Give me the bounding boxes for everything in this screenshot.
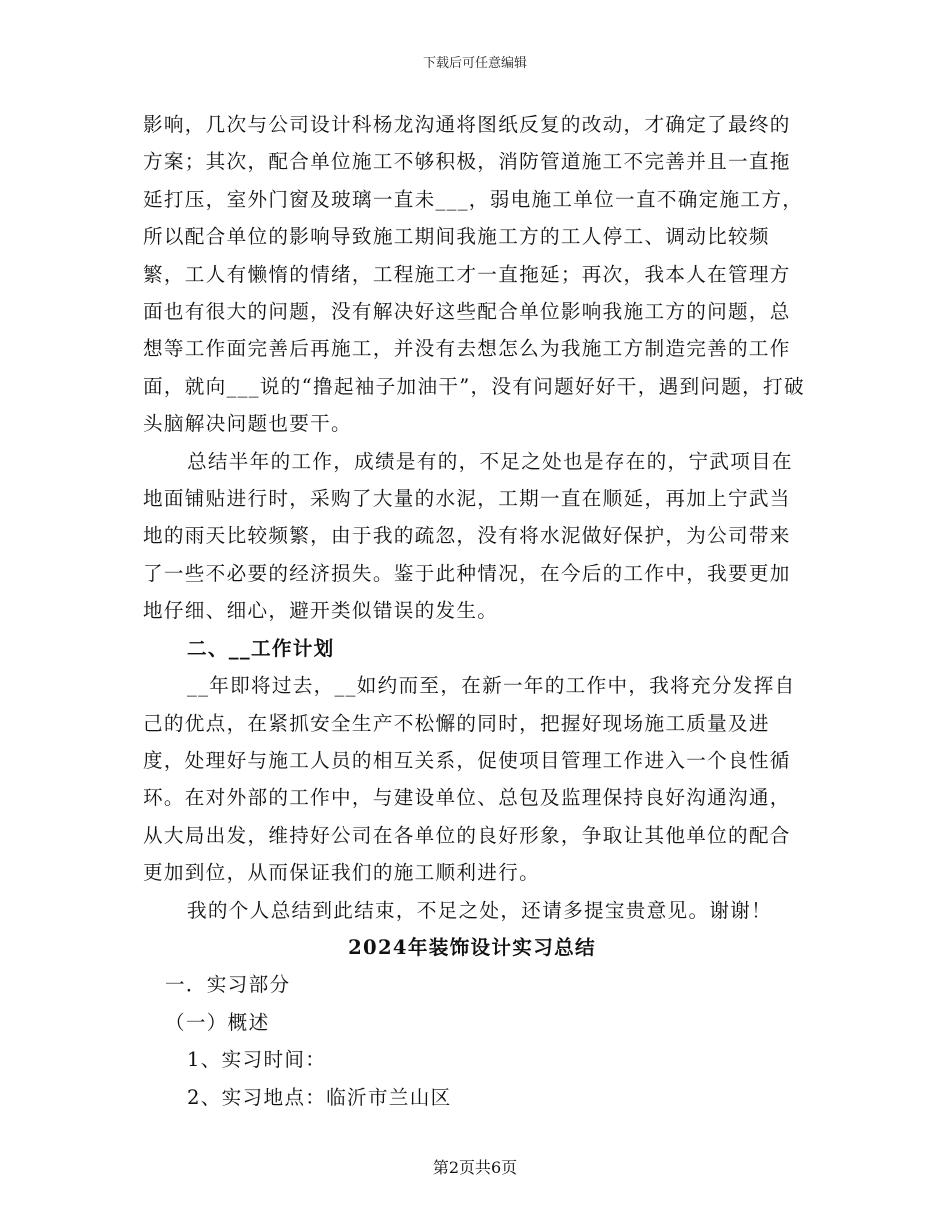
page-header: 下载后可任意编辑: [422, 56, 527, 71]
subsection-heading-overview: （一）概述: [165, 1010, 270, 1034]
paragraph-work-plan: __年即将过去，__如约而至，在新一年的工作中，我将充分发挥自己的优点，在紧抓安全生产不松懈的同时，把握好现场施工质量及进度，处理好与施工人员的相互关系，促使项目管理工作进入一个良性循环。在对外部的工作中，与建设单位、总包及监理保持良好沟通沟通，从大局出发，维持好公司在各单位的良好形象，争取让其他单位的配合更加到位，从而保证我们的施工顺利进行。: [143, 674, 796, 885]
paragraph-summary: 总结半年的工作，成绩是有的，不足之处也是存在的，宁武项目在地面铺贴进行时，采购了大量的水泥，工期一直在顺延，再加上宁武当地的雨天比较频繁，由于我的疏忽，没有将水泥做好保护，为公司带来了一些不必要的经济损失。鉴于此种情况，在今后的工作中，我要更加地仔细、细心，避开类似错误的发生。: [143, 449, 793, 623]
page-footer: 第2页共6页: [432, 1158, 518, 1177]
list-item-internship-location: 2、实习地点：临沂市兰山区: [187, 1085, 452, 1109]
paragraph-closing: 我的个人总结到此结束，不足之处，还请多提宝贵意见。谢谢！: [187, 898, 773, 922]
document-title: 2024年装饰设计实习总结: [348, 935, 596, 959]
document-body: [143, 106, 811, 1116]
section-heading-internship: 一．实习部分: [165, 973, 291, 997]
paragraph-continuation: 影响，几次与公司设计科杨龙沟通将图纸反复的改动，才确定了最终的方案；其次，配合单位施工不够积极，消防管道施工不完善并且一直拖延打压，室外门窗及玻璃一直未___，弱电施工单位一直不确定施工方，所以配合单位的影响导致施工期间我施工方的工人停工、调动比较频繁，工人有懒惰的情绪，工程施工才一直拖延；再次，我本人在管理方面也有很大的问题，没有解决好这些配合单位影响我施工方的问题，总想等工作面完善后再施工，并没有去想怎么为我施工方制造完善的工作面，就向___说的“撸起袖子加油干”，没有问题好好干，遇到问题，打破头脑解决问题也要干。: [143, 113, 805, 436]
section-heading-work-plan: 二、__工作计划: [187, 636, 335, 660]
list-item-internship-time: 1、实习时间：: [187, 1048, 327, 1072]
